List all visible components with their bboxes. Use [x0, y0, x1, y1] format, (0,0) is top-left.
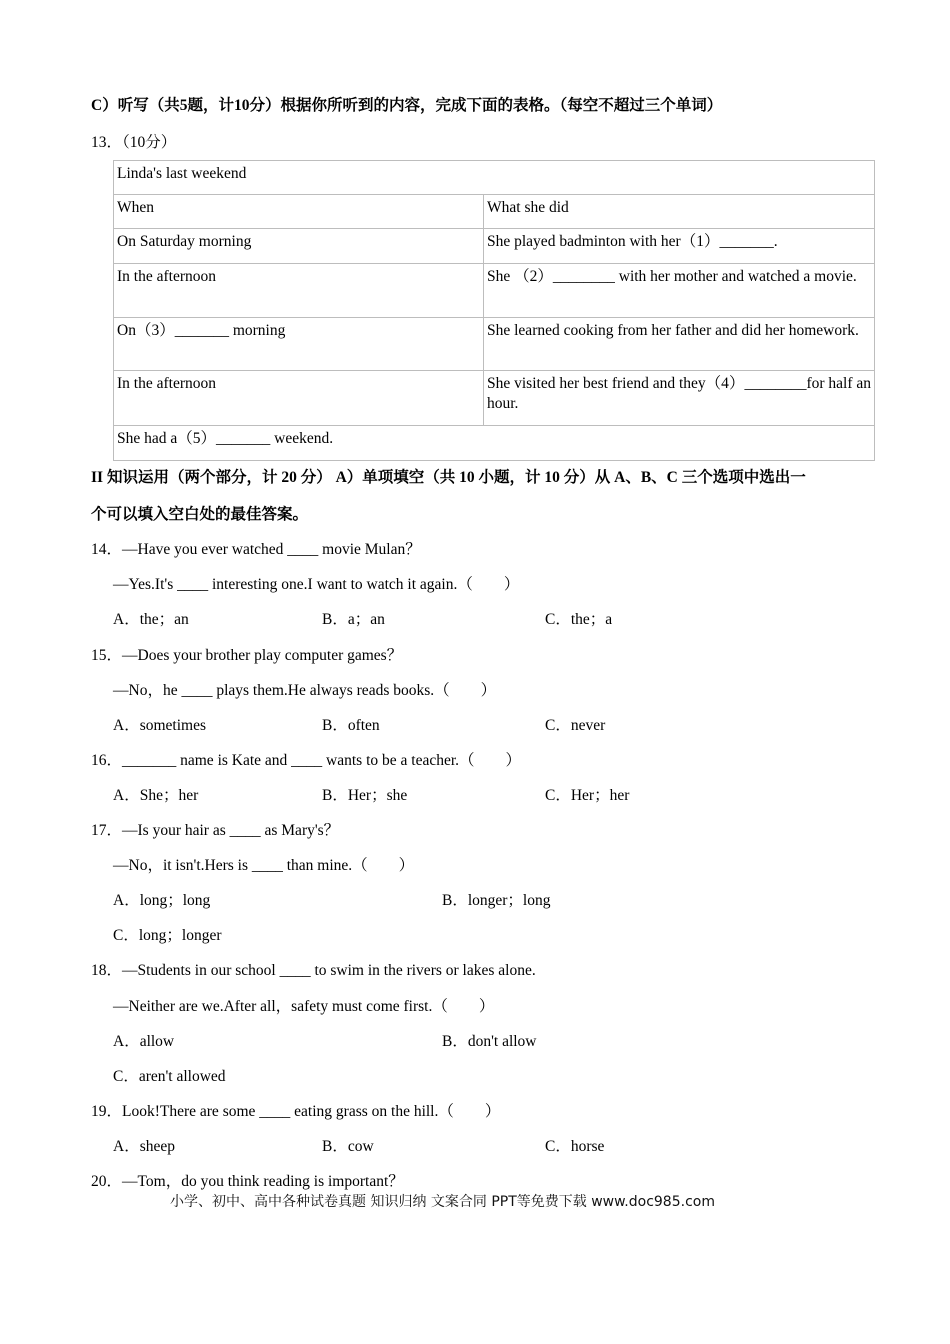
- row-when: On（3）_______ morning: [114, 318, 484, 371]
- table-row: [114, 229, 875, 264]
- q19-option-b[interactable]: B．cow: [322, 1138, 374, 1155]
- q17-option-a[interactable]: A．long；long: [113, 892, 211, 909]
- section-ii-heading-line2: 个可以填入空白处的最佳答案。: [91, 506, 309, 523]
- question-15-reply: —No，he ____ plays them.He always reads books.（ ）: [113, 682, 497, 699]
- q16-option-c[interactable]: C．Her；her: [545, 787, 630, 804]
- section-ii-heading-line1: II 知识运用（两个部分，计 20 分） A）单项填空（共 10 小题，计 10 分）从 A、B、C 三个选项中选出一: [91, 469, 806, 486]
- question-14-stem: 14．—Have you ever watched ____ movie Mulan？: [91, 541, 421, 558]
- q14-option-c[interactable]: C．the；a: [545, 611, 613, 628]
- table-row: [114, 264, 875, 318]
- q17-option-c[interactable]: C．long；longer: [113, 927, 222, 944]
- q18-option-c[interactable]: C．aren't allowed: [113, 1068, 226, 1085]
- q15-option-b[interactable]: B．often: [322, 717, 380, 734]
- table-title-row: [114, 161, 875, 195]
- question-19-stem: 19．Look!There are some ____ eating grass on the hill.（ ）: [91, 1103, 501, 1120]
- q15-option-a[interactable]: A．sometimes: [113, 717, 206, 734]
- row-what: She （2）________ with her mother and watched a movie.: [484, 264, 875, 318]
- q16-option-b[interactable]: B．Her；she: [322, 787, 408, 804]
- q19-option-a[interactable]: A．sheep: [113, 1138, 175, 1155]
- question-13-label: 13．（10分）: [91, 134, 177, 151]
- q14-option-b[interactable]: B．a；an: [322, 611, 385, 628]
- table-title: Linda's last weekend: [114, 161, 875, 195]
- row-what: She played badminton with her（1）_______.: [484, 229, 875, 264]
- table-row: [114, 318, 875, 371]
- q15-option-c[interactable]: C．never: [545, 717, 606, 734]
- q18-option-a[interactable]: A．allow: [113, 1033, 175, 1050]
- row-when: In the afternoon: [114, 371, 484, 426]
- row-what: She visited her best friend and they（4）________for half an hour.: [484, 371, 875, 426]
- table-footer: She had a（5）_______ weekend.: [114, 426, 875, 461]
- table-row: [114, 371, 875, 426]
- q14-option-a[interactable]: A．the；an: [113, 611, 189, 628]
- row-what: She learned cooking from her father and did her homework.: [484, 318, 875, 371]
- header-when: When: [114, 195, 484, 229]
- question-15-stem: 15．—Does your brother play computer games？: [91, 647, 403, 664]
- section-c-heading: C）听写（共5题，计10分）根据你所听到的内容，完成下面的表格。（每空不超过三个单词）: [91, 97, 723, 114]
- q17-option-b[interactable]: B．longer；long: [442, 892, 551, 909]
- question-18-reply: —Neither are we.After all，safety must come first.（ ）: [113, 998, 495, 1015]
- row-when: On Saturday morning: [114, 229, 484, 264]
- q16-option-a[interactable]: A．She；her: [113, 787, 199, 804]
- question-16-stem: 16．_______ name is Kate and ____ wants to be a teacher.（ ）: [91, 752, 522, 769]
- q18-option-b[interactable]: B．don't allow: [442, 1033, 537, 1050]
- question-14-reply: —Yes.It's ____ interesting one.I want to watch it again.（ ）: [113, 576, 520, 593]
- row-when: In the afternoon: [114, 264, 484, 318]
- question-18-stem: 18．—Students in our school ____ to swim in the rivers or lakes alone.: [91, 962, 536, 979]
- header-what: What she did: [484, 195, 875, 229]
- linda-weekend-table: [113, 160, 875, 461]
- page-footer: 小学、初中、高中各种试卷真题 知识归纳 文案合同 PPT等免费下载 www.doc985.com: [170, 1194, 715, 1210]
- table-header-row: [114, 195, 875, 229]
- question-17-stem: 17．—Is your hair as ____ as Mary's？: [91, 822, 340, 839]
- q19-option-c[interactable]: C．horse: [545, 1138, 605, 1155]
- table-footer-row: [114, 426, 875, 461]
- question-20-stem: 20．—Tom，do you think reading is important？: [91, 1173, 404, 1190]
- question-17-reply: —No，it isn't.Hers is ____ than mine.（ ）: [113, 857, 415, 874]
